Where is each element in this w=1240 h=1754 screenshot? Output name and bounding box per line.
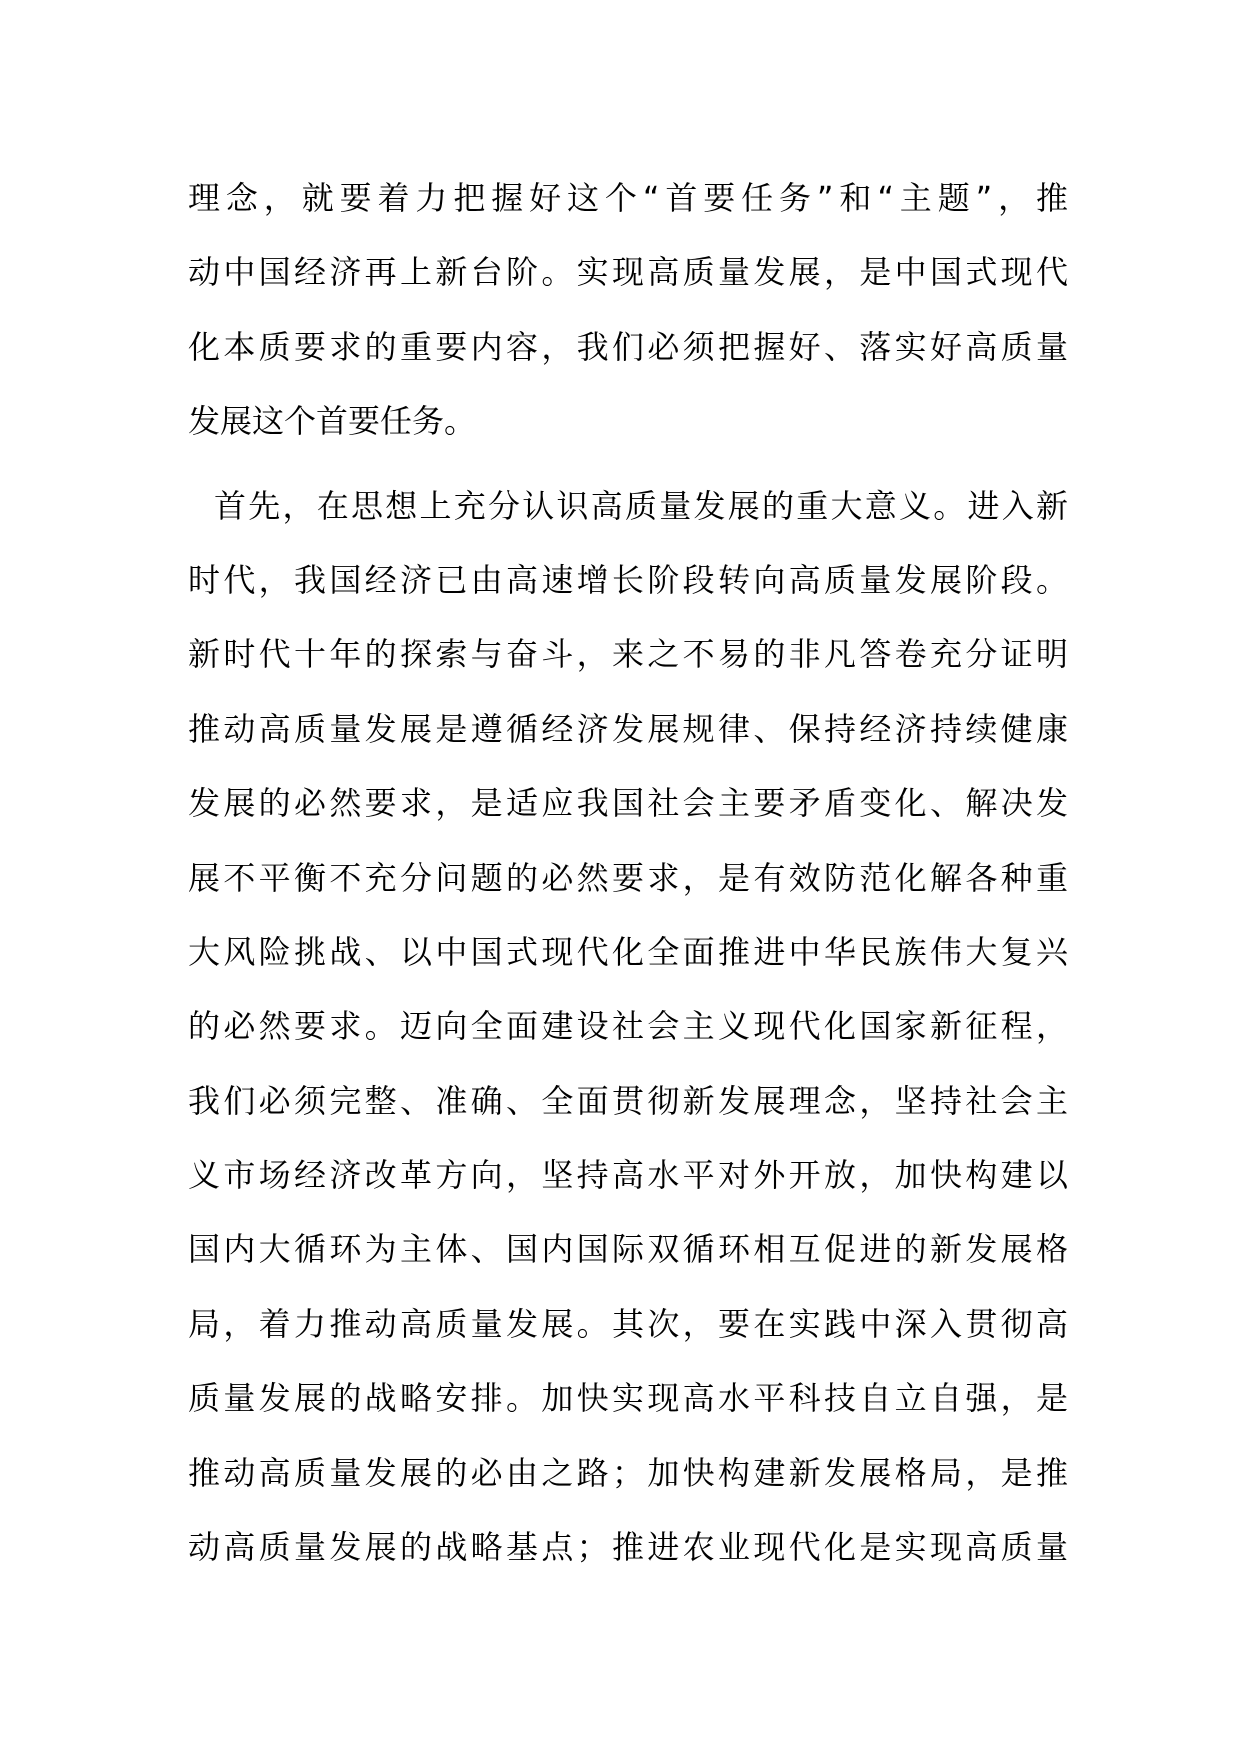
text-line: 动中国经济再上新台阶。实现高质量发展，是中国式现代 (188, 253, 1068, 292)
paragraph-2 (188, 469, 1068, 1585)
body-text (188, 161, 1068, 1584)
text-line: 发展的必然要求，是适应我国社会主要矛盾变化、解决发 (188, 784, 1068, 823)
text-line: 义市场经济改革方向，坚持高水平对外开放，加快构建以 (188, 1156, 1068, 1195)
text-line: 大风险挑战、以中国式现代化全面推进中华民族伟大复兴 (188, 932, 1068, 971)
text-line: 展不平衡不充分问题的必然要求，是有效防范化解各种重 (188, 858, 1068, 897)
text-line: 化本质要求的重要内容，我们必须把握好、落实好高质量 (188, 327, 1068, 366)
paragraph-1 (188, 161, 1068, 459)
text-line: 局，着力推动高质量发展。其次，要在实践中深入贯彻高 (188, 1304, 1068, 1343)
text-line: 质量发展的战略安排。加快实现高水平科技自立自强，是 (188, 1379, 1068, 1418)
text-line: 动高质量发展的战略基点；推进农业现代化是实现高质量 (188, 1528, 1068, 1567)
text-line: 我们必须完整、准确、全面贯彻新发展理念，坚持社会主 (188, 1081, 1068, 1120)
text-line: 新时代十年的探索与奋斗，来之不易的非凡答卷充分证明 (188, 635, 1068, 674)
text-line: 首先，在思想上充分认识高质量发展的重大意义。进入新 (214, 486, 1068, 525)
text-line: 推动高质量发展的必由之路；加快构建新发展格局，是推 (188, 1453, 1068, 1492)
text-line: 推动高质量发展是遵循经济发展规律、保持经济持续健康 (188, 709, 1068, 748)
text-line: 的必然要求。迈向全面建设社会主义现代化国家新征程， (188, 1007, 1068, 1046)
text-line: 发展这个首要任务。 (188, 402, 477, 441)
paragraph-gap (188, 459, 1068, 469)
text-line: 理念，就要着力把握好这个“首要任务”和“主题”，推 (188, 179, 1068, 217)
text-line: 时代，我国经济已由高速增长阶段转向高质量发展阶段。 (188, 560, 1068, 599)
text-line: 国内大循环为主体、国内国际双循环相互促进的新发展格 (188, 1230, 1068, 1269)
